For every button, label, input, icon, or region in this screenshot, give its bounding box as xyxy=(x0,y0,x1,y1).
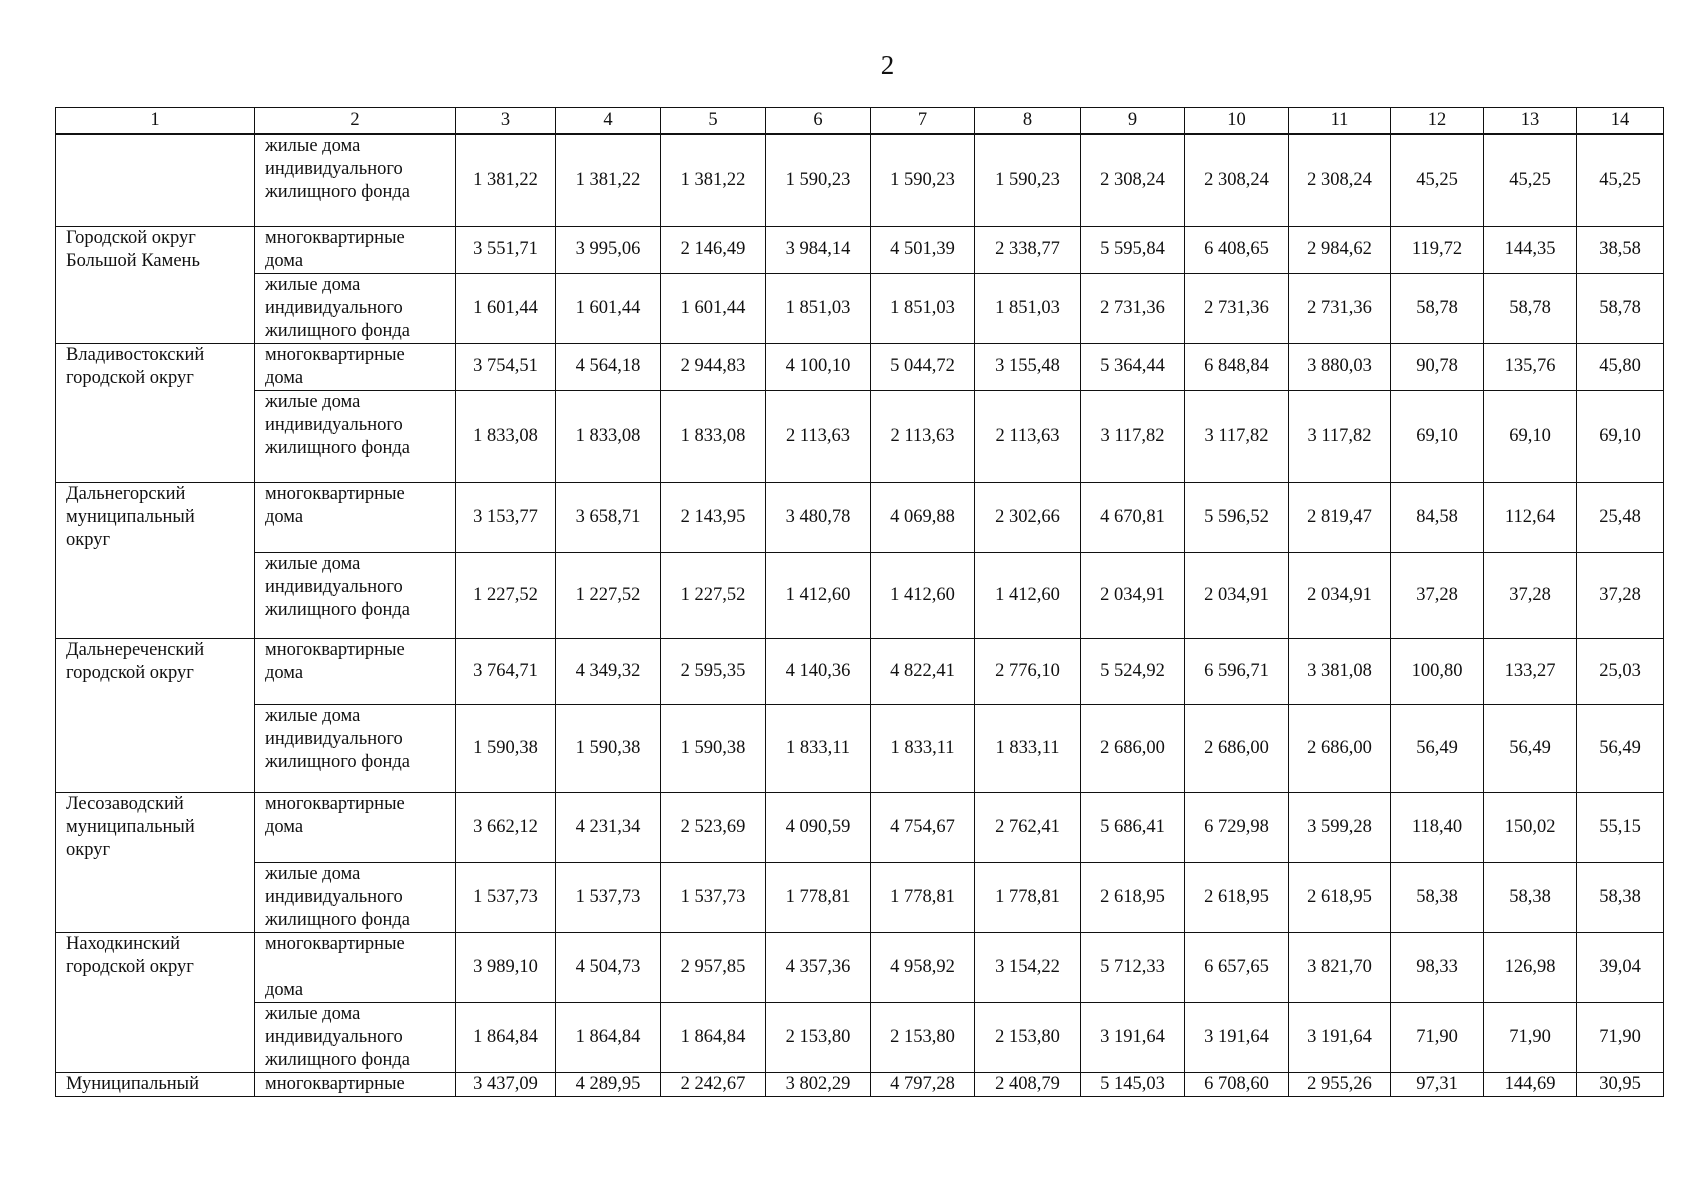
value-cell: 126,98 xyxy=(1484,932,1577,1002)
housing-category-cell xyxy=(255,1072,456,1096)
municipality-cell xyxy=(56,792,255,932)
column-number-header: 14 xyxy=(1577,108,1664,135)
value-cell: 5 364,44 xyxy=(1081,343,1185,390)
value-cell: 2 034,91 xyxy=(1081,552,1185,638)
value-cell: 2 762,41 xyxy=(975,792,1081,862)
value-cell: 30,95 xyxy=(1577,1072,1664,1096)
value-cell: 1 412,60 xyxy=(871,552,975,638)
housing-category-cell xyxy=(255,390,456,482)
value-cell: 5 145,03 xyxy=(1081,1072,1185,1096)
value-cell: 98,33 xyxy=(1391,932,1484,1002)
value-cell: 2 153,80 xyxy=(975,1002,1081,1072)
value-cell: 2 302,66 xyxy=(975,482,1081,552)
value-cell: 6 708,60 xyxy=(1185,1072,1289,1096)
value-cell: 97,31 xyxy=(1391,1072,1484,1096)
value-cell: 3 191,64 xyxy=(1185,1002,1289,1072)
text-line: Большой Камень xyxy=(66,250,200,271)
text-line: жилые дома xyxy=(265,274,361,295)
text-line: Городской округ xyxy=(66,227,196,248)
housing-category-cell xyxy=(255,482,456,552)
text-line: дома xyxy=(265,979,304,1000)
table-row xyxy=(56,273,1664,343)
table-row xyxy=(56,638,1664,704)
municipality-cell xyxy=(56,226,255,343)
value-cell: 1 601,44 xyxy=(456,273,556,343)
value-cell: 1 833,11 xyxy=(871,704,975,792)
text-line: индивидуального xyxy=(265,414,403,435)
value-cell: 2 034,91 xyxy=(1185,552,1289,638)
value-cell: 4 670,81 xyxy=(1081,482,1185,552)
housing-category-cell xyxy=(255,552,456,638)
value-cell: 3 117,82 xyxy=(1289,390,1391,482)
value-cell: 118,40 xyxy=(1391,792,1484,862)
value-cell: 58,38 xyxy=(1484,862,1577,932)
column-number-header-row xyxy=(56,108,1664,135)
text-line: жилищного фонда xyxy=(265,599,410,620)
value-cell: 2 955,26 xyxy=(1289,1072,1391,1096)
text-line: индивидуального xyxy=(265,886,403,907)
value-cell: 2 242,67 xyxy=(661,1072,766,1096)
value-cell: 6 848,84 xyxy=(1185,343,1289,390)
value-cell: 2 819,47 xyxy=(1289,482,1391,552)
value-cell: 6 596,71 xyxy=(1185,638,1289,704)
column-number-header: 13 xyxy=(1484,108,1577,135)
table-row xyxy=(56,226,1664,273)
value-cell: 5 712,33 xyxy=(1081,932,1185,1002)
text-line: жилые дома xyxy=(265,705,361,726)
value-cell: 3 381,08 xyxy=(1289,638,1391,704)
value-cell: 4 501,39 xyxy=(871,226,975,273)
text-line: Дальнереченский xyxy=(66,639,205,660)
text-line: дома xyxy=(265,367,304,388)
value-cell: 144,35 xyxy=(1484,226,1577,273)
text-line: муниципальный xyxy=(66,816,195,837)
value-cell: 69,10 xyxy=(1484,390,1577,482)
table-row xyxy=(56,552,1664,638)
value-cell: 3 154,22 xyxy=(975,932,1081,1002)
value-cell: 2 113,63 xyxy=(975,390,1081,482)
value-cell: 38,58 xyxy=(1577,226,1664,273)
value-cell: 144,69 xyxy=(1484,1072,1577,1096)
text-line: округ xyxy=(66,529,111,550)
table-row xyxy=(56,390,1664,482)
value-cell: 6 657,65 xyxy=(1185,932,1289,1002)
table-row xyxy=(56,1072,1664,1096)
text-line: жилищного фонда xyxy=(265,751,410,772)
text-line: жилищного фонда xyxy=(265,320,410,341)
column-number-header: 10 xyxy=(1185,108,1289,135)
table-row xyxy=(56,704,1664,792)
text-line: дома xyxy=(265,250,304,271)
column-number-header: 8 xyxy=(975,108,1081,135)
tariff-table xyxy=(55,107,1664,1097)
housing-category-cell xyxy=(255,862,456,932)
text-line: многоквартирные xyxy=(265,1073,405,1094)
value-cell: 55,15 xyxy=(1577,792,1664,862)
value-cell: 1 864,84 xyxy=(456,1002,556,1072)
value-cell: 1 833,08 xyxy=(456,390,556,482)
value-cell: 39,04 xyxy=(1577,932,1664,1002)
value-cell: 4 289,95 xyxy=(556,1072,661,1096)
text-line: дома xyxy=(265,816,304,837)
text-line: индивидуального xyxy=(265,576,403,597)
value-cell: 2 731,36 xyxy=(1081,273,1185,343)
value-cell: 1 590,38 xyxy=(456,704,556,792)
municipality-cell xyxy=(56,638,255,792)
value-cell: 58,78 xyxy=(1577,273,1664,343)
housing-category-cell xyxy=(255,932,456,1002)
value-cell: 1 412,60 xyxy=(975,552,1081,638)
value-cell: 2 618,95 xyxy=(1289,862,1391,932)
page-number: 2 xyxy=(880,50,895,80)
text-line: дома xyxy=(265,662,304,683)
value-cell: 1 833,11 xyxy=(766,704,871,792)
value-cell: 3 984,14 xyxy=(766,226,871,273)
value-cell: 133,27 xyxy=(1484,638,1577,704)
value-cell: 1 864,84 xyxy=(556,1002,661,1072)
housing-category-cell xyxy=(255,226,456,273)
value-cell: 69,10 xyxy=(1577,390,1664,482)
value-cell: 84,58 xyxy=(1391,482,1484,552)
value-cell: 2 308,24 xyxy=(1081,134,1185,226)
value-cell: 3 880,03 xyxy=(1289,343,1391,390)
municipality-cell xyxy=(56,343,255,482)
value-cell: 1 537,73 xyxy=(556,862,661,932)
value-cell: 150,02 xyxy=(1484,792,1577,862)
value-cell: 3 191,64 xyxy=(1081,1002,1185,1072)
value-cell: 5 595,84 xyxy=(1081,226,1185,273)
value-cell: 2 338,77 xyxy=(975,226,1081,273)
text-line: Дальнегорский xyxy=(66,483,186,504)
value-cell: 3 821,70 xyxy=(1289,932,1391,1002)
municipality-cell xyxy=(56,1072,255,1096)
value-cell: 2 595,35 xyxy=(661,638,766,704)
value-cell: 2 143,95 xyxy=(661,482,766,552)
value-cell: 1 851,03 xyxy=(766,273,871,343)
column-number-header: 7 xyxy=(871,108,975,135)
text-line: округ xyxy=(66,839,111,860)
value-cell: 4 564,18 xyxy=(556,343,661,390)
value-cell: 4 357,36 xyxy=(766,932,871,1002)
value-cell: 56,49 xyxy=(1577,704,1664,792)
text-line: жилищного фонда xyxy=(265,909,410,930)
value-cell: 2 776,10 xyxy=(975,638,1081,704)
value-cell: 1 590,23 xyxy=(975,134,1081,226)
text-line xyxy=(265,956,455,979)
value-cell: 112,64 xyxy=(1484,482,1577,552)
value-cell: 2 146,49 xyxy=(661,226,766,273)
value-cell: 3 117,82 xyxy=(1185,390,1289,482)
value-cell: 2 944,83 xyxy=(661,343,766,390)
column-number-header: 9 xyxy=(1081,108,1185,135)
value-cell: 69,10 xyxy=(1391,390,1484,482)
text-line: многоквартирные xyxy=(265,793,405,814)
value-cell: 1 412,60 xyxy=(766,552,871,638)
text-line: Владивостокский xyxy=(66,344,205,365)
value-cell: 100,80 xyxy=(1391,638,1484,704)
value-cell: 2 113,63 xyxy=(766,390,871,482)
value-cell: 4 090,59 xyxy=(766,792,871,862)
value-cell: 1 864,84 xyxy=(661,1002,766,1072)
value-cell: 5 686,41 xyxy=(1081,792,1185,862)
value-cell: 3 802,29 xyxy=(766,1072,871,1096)
table-row xyxy=(56,792,1664,862)
text-line: городской округ xyxy=(66,956,194,977)
value-cell: 4 504,73 xyxy=(556,932,661,1002)
value-cell: 3 437,09 xyxy=(456,1072,556,1096)
value-cell: 1 778,81 xyxy=(975,862,1081,932)
value-cell: 135,76 xyxy=(1484,343,1577,390)
value-cell: 58,38 xyxy=(1577,862,1664,932)
text-line: Лесозаводский xyxy=(66,793,184,814)
value-cell: 1 227,52 xyxy=(661,552,766,638)
value-cell: 45,80 xyxy=(1577,343,1664,390)
value-cell: 1 778,81 xyxy=(871,862,975,932)
value-cell: 4 797,28 xyxy=(871,1072,975,1096)
housing-category-cell xyxy=(255,792,456,862)
text-line: муниципальный xyxy=(66,506,195,527)
value-cell: 37,28 xyxy=(1484,552,1577,638)
value-cell: 3 480,78 xyxy=(766,482,871,552)
value-cell: 1 381,22 xyxy=(556,134,661,226)
column-number-header: 1 xyxy=(56,108,255,135)
text-line: жилищного фонда xyxy=(265,182,410,202)
column-number-header: 5 xyxy=(661,108,766,135)
table-row xyxy=(56,862,1664,932)
table-body xyxy=(56,108,1664,1097)
value-cell: 2 308,24 xyxy=(1289,134,1391,226)
municipality-cell xyxy=(56,482,255,638)
value-cell: 1 227,52 xyxy=(556,552,661,638)
value-cell: 56,49 xyxy=(1484,704,1577,792)
value-cell: 5 596,52 xyxy=(1185,482,1289,552)
value-cell: 1 590,38 xyxy=(661,704,766,792)
text-line: многоквартирные xyxy=(265,933,405,954)
housing-category-cell xyxy=(255,704,456,792)
text-line: многоквартирные xyxy=(265,344,405,365)
value-cell: 119,72 xyxy=(1391,226,1484,273)
table-row xyxy=(56,482,1664,552)
text-line: жилые дома xyxy=(265,1003,361,1024)
value-cell: 58,78 xyxy=(1391,273,1484,343)
value-cell: 4 349,32 xyxy=(556,638,661,704)
value-cell: 3 117,82 xyxy=(1081,390,1185,482)
value-cell: 3 764,71 xyxy=(456,638,556,704)
text-line: индивидуального xyxy=(265,297,403,318)
value-cell: 4 958,92 xyxy=(871,932,975,1002)
value-cell: 5 524,92 xyxy=(1081,638,1185,704)
value-cell: 1 537,73 xyxy=(661,862,766,932)
value-cell: 1 778,81 xyxy=(766,862,871,932)
text-line: жилые дома xyxy=(265,136,361,156)
value-cell: 71,90 xyxy=(1484,1002,1577,1072)
housing-category-cell xyxy=(255,638,456,704)
text-line: Муниципальный xyxy=(66,1073,200,1094)
column-number-header: 3 xyxy=(456,108,556,135)
value-cell: 56,49 xyxy=(1391,704,1484,792)
value-cell: 58,78 xyxy=(1484,273,1577,343)
text-line: многоквартирные xyxy=(265,483,405,504)
value-cell: 71,90 xyxy=(1391,1002,1484,1072)
value-cell: 3 191,64 xyxy=(1289,1002,1391,1072)
value-cell: 1 381,22 xyxy=(661,134,766,226)
column-number-header: 4 xyxy=(556,108,661,135)
housing-category-cell xyxy=(255,134,456,226)
value-cell: 2 308,24 xyxy=(1185,134,1289,226)
value-cell: 4 231,34 xyxy=(556,792,661,862)
value-cell: 3 551,71 xyxy=(456,226,556,273)
value-cell: 3 754,51 xyxy=(456,343,556,390)
value-cell: 37,28 xyxy=(1391,552,1484,638)
value-cell: 3 989,10 xyxy=(456,932,556,1002)
value-cell: 3 155,48 xyxy=(975,343,1081,390)
value-cell: 3 995,06 xyxy=(556,226,661,273)
text-line: жилые дома xyxy=(265,391,361,412)
value-cell: 2 523,69 xyxy=(661,792,766,862)
housing-category-cell xyxy=(255,343,456,390)
value-cell: 1 227,52 xyxy=(456,552,556,638)
value-cell: 6 729,98 xyxy=(1185,792,1289,862)
municipality-cell xyxy=(56,134,255,226)
value-cell: 45,25 xyxy=(1484,134,1577,226)
value-cell: 2 686,00 xyxy=(1289,704,1391,792)
text-line: индивидуального xyxy=(265,728,403,749)
value-cell: 2 984,62 xyxy=(1289,226,1391,273)
value-cell: 1 833,08 xyxy=(556,390,661,482)
value-cell: 1 590,38 xyxy=(556,704,661,792)
value-cell: 4 069,88 xyxy=(871,482,975,552)
table-row xyxy=(56,343,1664,390)
value-cell: 25,03 xyxy=(1577,638,1664,704)
text-line: жилищного фонда xyxy=(265,1049,410,1070)
text-line: жилые дома xyxy=(265,553,361,574)
value-cell: 1 833,11 xyxy=(975,704,1081,792)
column-number-header: 12 xyxy=(1391,108,1484,135)
column-number-header: 6 xyxy=(766,108,871,135)
column-number-header: 2 xyxy=(255,108,456,135)
value-cell: 3 153,77 xyxy=(456,482,556,552)
value-cell: 2 731,36 xyxy=(1185,273,1289,343)
value-cell: 1 833,08 xyxy=(661,390,766,482)
text-line: городской округ xyxy=(66,367,194,388)
text-line: многоквартирные xyxy=(265,227,405,248)
value-cell: 58,38 xyxy=(1391,862,1484,932)
value-cell: 2 957,85 xyxy=(661,932,766,1002)
value-cell: 3 599,28 xyxy=(1289,792,1391,862)
text-line: жилищного фонда xyxy=(265,437,410,458)
value-cell: 2 686,00 xyxy=(1081,704,1185,792)
value-cell: 1 590,23 xyxy=(766,134,871,226)
text-line: индивидуального xyxy=(265,1026,403,1047)
value-cell: 90,78 xyxy=(1391,343,1484,390)
value-cell: 2 408,79 xyxy=(975,1072,1081,1096)
text-line: дома xyxy=(265,506,304,527)
value-cell: 2 731,36 xyxy=(1289,273,1391,343)
value-cell: 3 658,71 xyxy=(556,482,661,552)
value-cell: 2 618,95 xyxy=(1081,862,1185,932)
value-cell: 4 100,10 xyxy=(766,343,871,390)
table-row xyxy=(56,1002,1664,1072)
text-line: Находкинский xyxy=(66,933,181,954)
value-cell: 1 590,23 xyxy=(871,134,975,226)
value-cell: 2 686,00 xyxy=(1185,704,1289,792)
value-cell: 6 408,65 xyxy=(1185,226,1289,273)
value-cell: 2 113,63 xyxy=(871,390,975,482)
value-cell: 3 662,12 xyxy=(456,792,556,862)
value-cell: 4 754,67 xyxy=(871,792,975,862)
value-cell: 2 618,95 xyxy=(1185,862,1289,932)
text-line: индивидуального xyxy=(265,159,403,179)
value-cell: 4 822,41 xyxy=(871,638,975,704)
value-cell: 37,28 xyxy=(1577,552,1664,638)
housing-category-cell xyxy=(255,1002,456,1072)
value-cell: 1 537,73 xyxy=(456,862,556,932)
text-line: городской округ xyxy=(66,662,194,683)
municipality-cell xyxy=(56,932,255,1072)
value-cell: 2 153,80 xyxy=(871,1002,975,1072)
text-line: жилые дома xyxy=(265,863,361,884)
value-cell: 1 601,44 xyxy=(556,273,661,343)
text-line: многоквартирные xyxy=(265,639,405,660)
value-cell: 5 044,72 xyxy=(871,343,975,390)
value-cell: 25,48 xyxy=(1577,482,1664,552)
value-cell: 45,25 xyxy=(1577,134,1664,226)
column-number-header: 11 xyxy=(1289,108,1391,135)
value-cell: 45,25 xyxy=(1391,134,1484,226)
table-row xyxy=(56,134,1664,226)
value-cell: 2 153,80 xyxy=(766,1002,871,1072)
table-row xyxy=(56,932,1664,1002)
value-cell: 1 851,03 xyxy=(871,273,975,343)
value-cell: 1 381,22 xyxy=(456,134,556,226)
value-cell: 2 034,91 xyxy=(1289,552,1391,638)
value-cell: 4 140,36 xyxy=(766,638,871,704)
value-cell: 71,90 xyxy=(1577,1002,1664,1072)
housing-category-cell xyxy=(255,273,456,343)
value-cell: 1 601,44 xyxy=(661,273,766,343)
value-cell: 1 851,03 xyxy=(975,273,1081,343)
